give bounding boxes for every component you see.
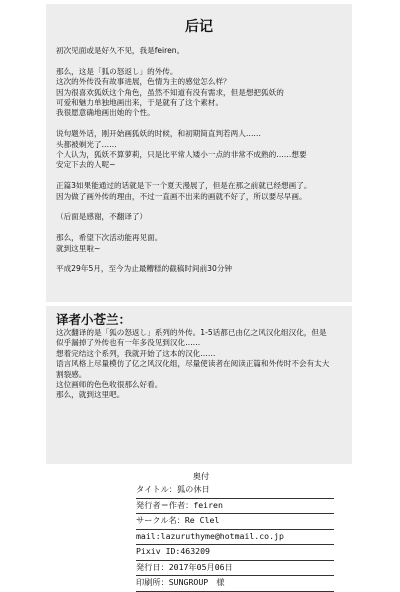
colophon-line: 発行日：2017年05月06日 <box>136 561 233 572</box>
afterword-section <box>46 4 352 302</box>
translator-body <box>56 328 348 401</box>
text-line: 那么，希望下次活动能再见面。 <box>56 233 163 243</box>
text-line: 说句题外话，刚开始画狐妖的时候，和初期简直判若两人…… <box>56 129 262 139</box>
text-line: 想着完结这个系列，我就开始了这本的汉化…… <box>56 348 216 358</box>
paragraph-gap <box>56 223 348 233</box>
text-line: 语言风格上尽量模仿了亿之风汉化组，尽量使读者在阅读正篇和外传时不会有太大 <box>56 359 330 369</box>
paragraph-gap <box>56 56 348 66</box>
colophon-title: 奥付 <box>192 471 210 481</box>
text-line: 那么，这是「狐の怒返し」的外传。 <box>56 66 178 76</box>
text-line: 因为做了画外传的理由，不过一直画不出来的画就不好了，所以要尽早画。 <box>56 191 307 201</box>
paragraph-gap <box>56 254 348 264</box>
paragraph-gap <box>56 202 348 212</box>
text-line: 这次的外传没有故事进展，色情为主的感觉怎么样？ <box>56 77 231 87</box>
text-line: （后面是感谢，不翻译了） <box>56 212 148 222</box>
text-line: 割裂感。 <box>56 369 87 379</box>
text-line: 个人认为，狐妖不算萝莉，只是比平常人矮小一点的非常不成熟的……想要 <box>56 150 307 160</box>
text-line: 那么，就到这里吧。 <box>56 390 125 400</box>
text-line: 似乎漏掉了外传也有一年多没见到汉化…… <box>56 338 201 348</box>
colophon-line: タイトル：狐の休日 <box>136 484 210 494</box>
text-line: 这次翻译的是「狐の怒返し」系列的外传。1-5话都已由亿之风汉化组汉化，但是 <box>56 328 327 337</box>
afterword-body <box>56 46 348 275</box>
translator-section <box>46 306 352 464</box>
colophon-line: サークル名：Re Clel <box>136 515 220 525</box>
text-line: 因为很喜欢狐妖这个角色，虽然不知道有没有需求，但是想把狐妖的 <box>56 87 284 97</box>
text-line: 头都被剃光了…… <box>56 139 117 149</box>
colophon-line: mail:lazuruthyme@hotmail.co.jp <box>136 530 284 541</box>
paragraph-gap <box>56 119 348 129</box>
colophon <box>136 470 366 592</box>
colophon-line: 印刷所：SUNGROUP 様 <box>136 577 225 587</box>
text-line: 初次见面或是好久不见，我是feiren。 <box>56 46 185 55</box>
text-line: 正篇3如果能通过的话就是下一个夏天漫展了，但是在那之前就已经想画了。 <box>56 181 312 191</box>
text-line: 这位画师的色色收很那么好看。 <box>56 380 163 390</box>
colophon-line: 発行者＝作者：feiren <box>136 499 223 510</box>
text-line: 可爱和魅力单独地画出来，于是就有了这个素材。 <box>56 98 224 108</box>
text-line: 我很愿意确地画出她的个性。 <box>56 108 155 118</box>
text-line: 安定下去的人呢~ <box>56 160 116 170</box>
afterword-title: 后记 <box>185 19 213 35</box>
text-line: 平成29年5月，至今为止最糟糕的截稿时间前30分钟 <box>56 264 233 274</box>
text-line: 就到这里啦~ <box>56 243 101 253</box>
colophon-line: Pixiv ID:463209 <box>136 546 210 556</box>
translator-title: 译者小苍兰： <box>56 312 132 327</box>
paragraph-gap <box>56 171 348 181</box>
colophon-underline <box>136 591 334 592</box>
